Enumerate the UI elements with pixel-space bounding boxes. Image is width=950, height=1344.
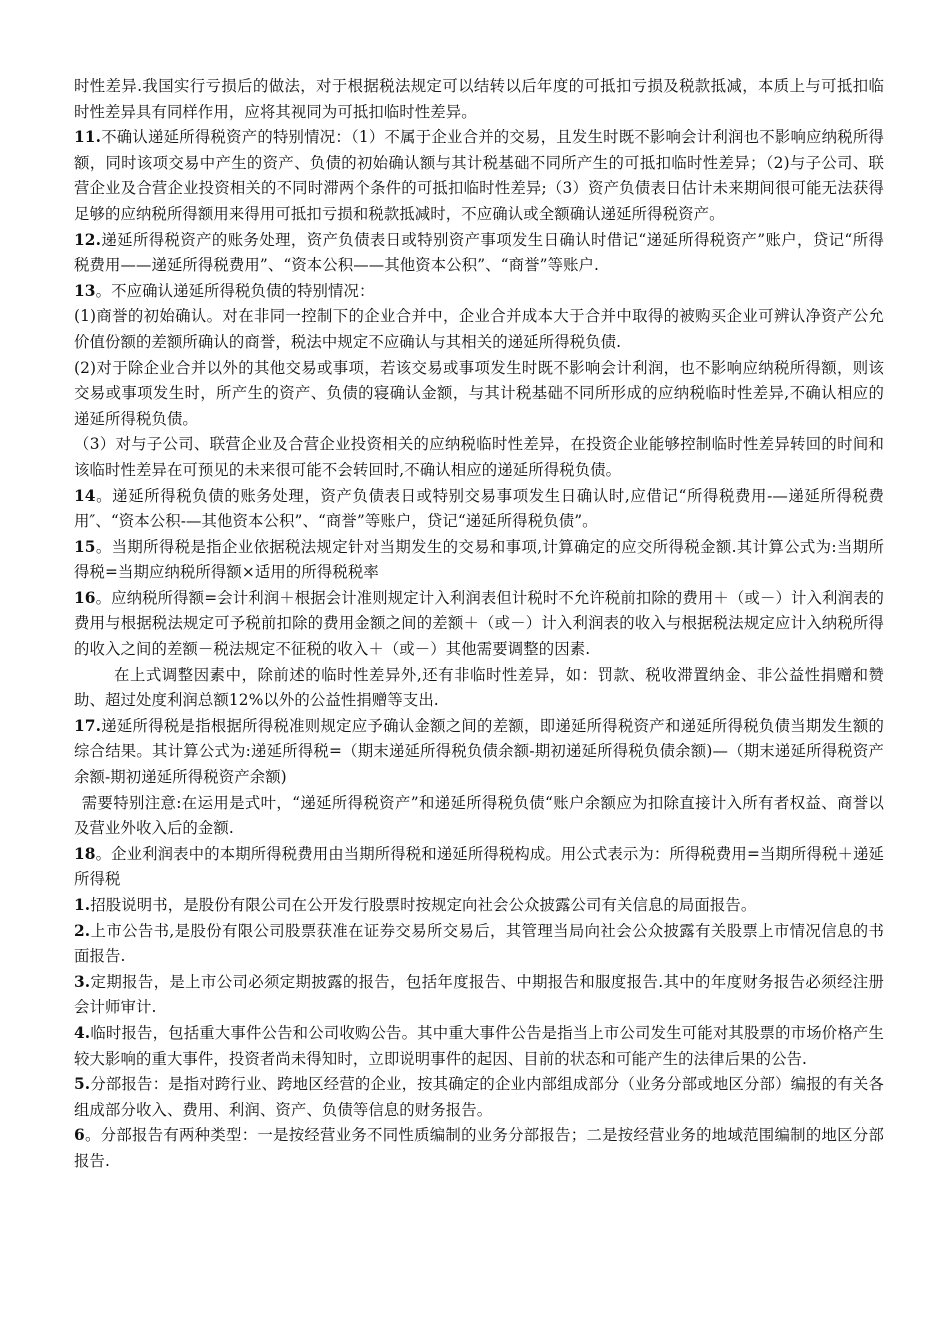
paragraph-number: 11. [74,128,102,147]
paragraph-text: 。不应确认递延所得税负债的特别情况： [95,281,375,300]
paragraph-number: 4. [74,1023,91,1042]
paragraph-number: 14 [74,486,96,505]
paragraph-report-4 [74,1021,884,1072]
paragraph-number: 6 [74,1126,85,1145]
paragraph-report-1 [74,893,884,919]
paragraph-text: （3）对与子公司、联营企业及合营企业投资相关的应纳税临时性差异，在投资企业能够控制临时性差异转回的时间和该临时性差异在可预见的未来很可能不会转回时,不确认相应的递延所得税负债。 [74,435,884,479]
paragraph-report-5 [74,1072,884,1123]
paragraph-15 [74,535,884,586]
paragraph-text: 。递延所得税负债的账务处理，资产负债表日或特别交易事项发生日确认时,应借记“所得税费用-—递延所得税费用″、“资本公积-—其他资本公积”、“商誉”等账户，贷记“递延所得税负债”。 [74,486,884,531]
paragraph-number: 2. [74,921,91,940]
paragraph-text: 递延所得税资产的账务处理，资产负债表日或特别资产事项发生日确认时借记“递延所得税资产”账户，贷记“所得税费用——递延所得税费用”、“资本公积——其他资本公积”、“商誉”等账户. [74,230,884,275]
paragraph-13 [74,279,884,305]
paragraph-13-item-3 [74,432,884,483]
paragraph-18 [74,842,884,893]
paragraph-text: 时性差异.我国实行亏损后的做法，对于根据税法规定可以结转以后年度的可抵扣亏损及税款抵减，本质上与可抵扣临时性差异具有同样作用，应将其视同为可抵扣临时性差异。 [74,77,884,121]
paragraph-number: 1. [74,896,91,914]
paragraph-13-item-2 [74,356,884,433]
paragraph-text: (1)商誉的初始确认。对在非同一控制下的企业合并中，企业合并成本大于合并中取得的被购买企业可辨认净资产公允价值份额的差额所确认的商誉，税法中规定不应确认与其相关的递延所得税负债. [74,307,884,351]
paragraph-text: 在上式调整因素中，除前述的临时性差异外,还有非临时性差异，如：罚款、税收滞置纳金、非公益性捐赠和赞助、超过处度利润总额12%以外的公益性捐赠等支出. [74,665,884,710]
paragraph-text: 上市公告书,是股份有限公司股票获准在证券交易所交易后，其管理当局向社会公众披露有关股票上市情况信息的书面报告. [74,921,884,966]
paragraph-number: 16 [74,588,96,607]
paragraph-number: 13 [74,281,96,300]
paragraph-report-6 [74,1123,884,1174]
paragraph-text: 。当期所得税是指企业依据税法规定针对当期发生的交易和事项,计算确定的应交所得税金额.其计算公式为:当期所得税=当期应纳税所得额×适用的所得税税率 [74,537,884,582]
paragraph-text: 。企业利润表中的本期所得税费用由当期所得税和递延所得税构成。用公式表示为：所得税费用=当期所得税＋递延所得税 [74,844,884,889]
paragraph-text: 临时报告，包括重大事件公告和公司收购公告。其中重大事件公告是指当上市公司发生可能对其股票的市场价格产生较大影响的重大事件，投资者尚未得知时，立即说明事件的起因、目前的状态和可能产生的法律后果的公告. [74,1023,884,1068]
paragraph-text: 定期报告，是上市公司必须定期披露的报告，包括年度报告、中期报告和服度报告.其中的年度财务报告必须经注册会计师审计. [74,972,884,1017]
paragraph-14 [74,484,884,535]
paragraph-continuation [74,74,884,125]
paragraph-13-item-1 [74,304,884,355]
paragraph-text: 招股说明书，是股份有限公司在公开发行股票时按规定向社会公众披露公司有关信息的局面报告。 [90,896,757,914]
paragraph-number: 18 [74,844,96,863]
paragraph-number: 15 [74,537,96,556]
paragraph-text: 分部报告：是指对跨行业、跨地区经营的企业，按其确定的企业内部组成部分（业务分部或地区分部）编报的有关各组成部分收入、费用、利润、资产、负债等信息的财务报告。 [74,1075,884,1119]
document-body [74,74,884,1175]
paragraph-text: 不确认递延所得税资产的特别情况：（1）不属于企业合并的交易，且发生时既不影响会计利润也不影响应纳税所得额，同时该项交易中产生的资产、负债的初始确认额与其计税基础不同所产生的可抵扣临时性差异；（2)与子公司、联营企业及合营企业投资相关的不同时滞两个条件的可抵扣临时性差异;（3）资产负债表日估计未来期间很可能无法获得足够的应纳税所得额用来得用可抵扣亏损和税款抵减时，不应确认或全额确认递延所得税资产。 [74,128,884,223]
paragraph-text: 。分部报告有两种类型：一是按经营业务不同性质编制的业务分部报告；二是按经营业务的地域范围编制的地区分部报告. [74,1126,884,1170]
paragraph-text: (2)对于除企业合并以外的其他交易或事项，若该交易或事项发生时既不影响会计利润，也不影响应纳税所得额，则该交易或事项发生时，所产生的资产、负债的寝确认金额，与其计税基础不同所形成的应纳税临时性差异,不确认相应的递延所得税负债。 [74,358,884,428]
paragraph-17-note [74,791,884,842]
paragraph-11 [74,125,884,227]
paragraph-text: 。应纳税所得额=会计利润＋根据会计准则规定计入利润表但计税时不允许税前扣除的费用＋（或－）计入利润表的费用与根据税法规定可予税前扣除的费用金额之间的差额＋（或－）计入利润表的收入与根据税法规定应计入纳税所得的收入之间的差额－税法规定不征税的收入＋（或－）其他需要调整的因素. [74,588,884,659]
paragraph-12 [74,228,884,279]
paragraph-report-2 [74,919,884,970]
paragraph-report-3 [74,970,884,1021]
paragraph-number: 17. [74,716,102,735]
paragraph-16-note [74,663,884,714]
paragraph-number: 12. [74,230,102,249]
paragraph-17 [74,714,884,791]
paragraph-text: 递延所得税是指根据所得税准则规定应予确认金额之间的差额，即递延所得税资产和递延所得税负债当期发生额的综合结果。其计算公式为:递延所得税=（期末递延所得税负债余额-期初递延所得税负债余额)—（期末递延所得税资产余额-期初递延所得税资产余额) [74,716,884,787]
paragraph-text: 需要特别注意:在运用是式叶，“递延所得税资产”和递延所得税负债“账户余额应为扣除直接计入所有者权益、商誉以及营业外收入后的金额. [74,793,884,838]
paragraph-16 [74,586,884,663]
paragraph-number: 3. [74,972,91,991]
paragraph-number: 5. [74,1075,91,1094]
